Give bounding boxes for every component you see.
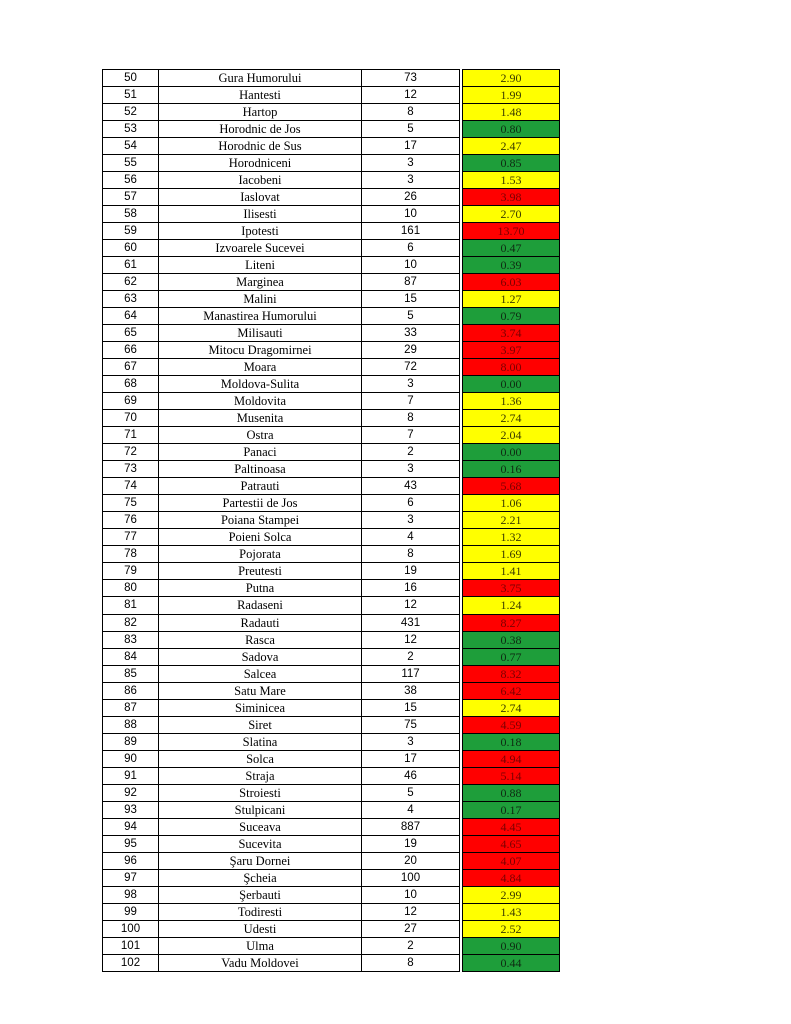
row-number-cell: 83 (103, 631, 159, 648)
row-number-cell: 69 (103, 393, 159, 410)
table-row (103, 257, 560, 274)
case-count-cell: 73 (362, 70, 460, 87)
case-count-cell: 887 (362, 818, 460, 835)
locality-name-cell: Liteni (159, 257, 362, 274)
case-count-cell: 72 (362, 359, 460, 376)
incidence-rate-cell: 8.32 (463, 665, 560, 682)
table-row (103, 614, 560, 631)
row-number-cell: 96 (103, 852, 159, 869)
locality-name-cell: Partestii de Jos (159, 495, 362, 512)
row-number-cell: 60 (103, 240, 159, 257)
row-number-cell: 94 (103, 818, 159, 835)
table-row (103, 461, 560, 478)
case-count-cell: 16 (362, 580, 460, 597)
locality-name-cell: Mitocu Dragomirnei (159, 342, 362, 359)
case-count-cell: 8 (362, 954, 460, 971)
incidence-rate-cell: 1.69 (463, 546, 560, 563)
row-number-cell: 66 (103, 342, 159, 359)
table-row (103, 325, 560, 342)
row-number-cell: 75 (103, 495, 159, 512)
table-row (103, 818, 560, 835)
table-row (103, 784, 560, 801)
incidence-rate-cell: 8.27 (463, 614, 560, 631)
incidence-rate-cell: 4.07 (463, 852, 560, 869)
locality-name-cell: Hantesti (159, 87, 362, 104)
incidence-rate-cell: 4.45 (463, 818, 560, 835)
incidence-rate-cell: 0.00 (463, 376, 560, 393)
table-row (103, 240, 560, 257)
row-number-cell: 63 (103, 291, 159, 308)
case-count-cell: 12 (362, 597, 460, 614)
table-row (103, 291, 560, 308)
incidence-rate-cell: 0.18 (463, 733, 560, 750)
table-row (103, 852, 560, 869)
row-number-cell: 68 (103, 376, 159, 393)
table-row (103, 495, 560, 512)
locality-name-cell: Ulma (159, 937, 362, 954)
case-count-cell: 4 (362, 801, 460, 818)
row-number-cell: 72 (103, 444, 159, 461)
table-row (103, 138, 560, 155)
table-row (103, 410, 560, 427)
locality-name-cell: Hartop (159, 104, 362, 121)
locality-name-cell: Paltinoasa (159, 461, 362, 478)
case-count-cell: 15 (362, 699, 460, 716)
table-row (103, 920, 560, 937)
case-count-cell: 3 (362, 512, 460, 529)
incidence-rate-cell: 4.59 (463, 716, 560, 733)
incidence-rate-cell: 6.42 (463, 682, 560, 699)
table-row (103, 869, 560, 886)
table-row (103, 886, 560, 903)
row-number-cell: 92 (103, 784, 159, 801)
locality-name-cell: Iacobeni (159, 172, 362, 189)
case-count-cell: 43 (362, 478, 460, 495)
row-number-cell: 79 (103, 563, 159, 580)
locality-name-cell: Moldovita (159, 393, 362, 410)
incidence-rate-cell: 8.00 (463, 359, 560, 376)
locality-name-cell: Şerbauti (159, 886, 362, 903)
row-number-cell: 78 (103, 546, 159, 563)
row-number-cell: 81 (103, 597, 159, 614)
incidence-rate-cell: 1.32 (463, 529, 560, 546)
locality-name-cell: Manastirea Humorului (159, 308, 362, 325)
incidence-rate-cell: 1.24 (463, 597, 560, 614)
case-count-cell: 431 (362, 614, 460, 631)
incidence-rate-cell: 13.70 (463, 223, 560, 240)
table-row (103, 478, 560, 495)
case-count-cell: 15 (362, 291, 460, 308)
table-row (103, 529, 560, 546)
case-count-cell: 12 (362, 631, 460, 648)
locality-name-cell: Şcheia (159, 869, 362, 886)
table-row (103, 172, 560, 189)
locality-name-cell: Satu Mare (159, 682, 362, 699)
incidence-rate-cell: 4.84 (463, 869, 560, 886)
row-number-cell: 99 (103, 903, 159, 920)
case-count-cell: 161 (362, 223, 460, 240)
incidence-rate-cell: 0.39 (463, 257, 560, 274)
case-count-cell: 26 (362, 189, 460, 206)
incidence-rate-cell: 1.41 (463, 563, 560, 580)
table-row (103, 699, 560, 716)
incidence-rate-cell: 2.21 (463, 512, 560, 529)
table-row (103, 563, 560, 580)
table-row (103, 427, 560, 444)
locality-name-cell: Todiresti (159, 903, 362, 920)
incidence-rate-cell: 6.03 (463, 274, 560, 291)
row-number-cell: 87 (103, 699, 159, 716)
locality-name-cell: Rasca (159, 631, 362, 648)
locality-name-cell: Sadova (159, 648, 362, 665)
locality-name-cell: Musenita (159, 410, 362, 427)
row-number-cell: 62 (103, 274, 159, 291)
incidence-rate-cell: 1.27 (463, 291, 560, 308)
row-number-cell: 102 (103, 954, 159, 971)
incidence-rate-cell: 1.48 (463, 104, 560, 121)
row-number-cell: 57 (103, 189, 159, 206)
locality-name-cell: Malini (159, 291, 362, 308)
incidence-rate-cell: 0.85 (463, 155, 560, 172)
case-count-cell: 20 (362, 852, 460, 869)
locality-name-cell: Radauti (159, 614, 362, 631)
incidence-rate-cell: 3.97 (463, 342, 560, 359)
incidence-rate-cell: 0.44 (463, 954, 560, 971)
locality-name-cell: Poieni Solca (159, 529, 362, 546)
row-number-cell: 59 (103, 223, 159, 240)
locality-name-cell: Izvoarele Sucevei (159, 240, 362, 257)
table-row (103, 155, 560, 172)
table-row (103, 342, 560, 359)
table-row (103, 750, 560, 767)
table-row (103, 733, 560, 750)
table-row (103, 580, 560, 597)
incidence-table-container (102, 69, 560, 972)
case-count-cell: 8 (362, 546, 460, 563)
incidence-rate-cell: 0.38 (463, 631, 560, 648)
locality-name-cell: Moldova-Sulita (159, 376, 362, 393)
table-row (103, 954, 560, 971)
locality-name-cell: Pojorata (159, 546, 362, 563)
table-row (103, 631, 560, 648)
row-number-cell: 84 (103, 648, 159, 665)
table-row (103, 716, 560, 733)
case-count-cell: 38 (362, 682, 460, 699)
row-number-cell: 76 (103, 512, 159, 529)
locality-name-cell: Stulpicani (159, 801, 362, 818)
case-count-cell: 5 (362, 121, 460, 138)
incidence-rate-cell: 1.36 (463, 393, 560, 410)
row-number-cell: 100 (103, 920, 159, 937)
incidence-rate-cell: 2.74 (463, 410, 560, 427)
table-row (103, 87, 560, 104)
incidence-rate-cell: 4.65 (463, 835, 560, 852)
locality-name-cell: Moara (159, 359, 362, 376)
locality-name-cell: Gura Humorului (159, 70, 362, 87)
table-body (103, 70, 560, 972)
table-row (103, 665, 560, 682)
case-count-cell: 87 (362, 274, 460, 291)
case-count-cell: 4 (362, 529, 460, 546)
case-count-cell: 3 (362, 376, 460, 393)
row-number-cell: 55 (103, 155, 159, 172)
case-count-cell: 19 (362, 835, 460, 852)
incidence-rate-cell: 2.70 (463, 206, 560, 223)
table-row (103, 597, 560, 614)
case-count-cell: 19 (362, 563, 460, 580)
incidence-rate-cell: 0.17 (463, 801, 560, 818)
table-row (103, 121, 560, 138)
case-count-cell: 8 (362, 104, 460, 121)
incidence-rate-cell: 3.98 (463, 189, 560, 206)
table-row (103, 444, 560, 461)
table-row (103, 70, 560, 87)
table-row (103, 648, 560, 665)
row-number-cell: 56 (103, 172, 159, 189)
table-row (103, 903, 560, 920)
table-row (103, 189, 560, 206)
case-count-cell: 7 (362, 427, 460, 444)
locality-name-cell: Straja (159, 767, 362, 784)
case-count-cell: 8 (362, 410, 460, 427)
incidence-rate-cell: 0.16 (463, 461, 560, 478)
table-row (103, 376, 560, 393)
incidence-rate-cell: 3.74 (463, 325, 560, 342)
case-count-cell: 117 (362, 665, 460, 682)
case-count-cell: 100 (362, 869, 460, 886)
locality-name-cell: Siminicea (159, 699, 362, 716)
row-number-cell: 93 (103, 801, 159, 818)
row-number-cell: 50 (103, 70, 159, 87)
table-row (103, 835, 560, 852)
incidence-rate-cell: 4.94 (463, 750, 560, 767)
incidence-rate-cell: 0.88 (463, 784, 560, 801)
row-number-cell: 88 (103, 716, 159, 733)
locality-name-cell: Solca (159, 750, 362, 767)
locality-name-cell: Ilisesti (159, 206, 362, 223)
incidence-rate-cell: 0.80 (463, 121, 560, 138)
row-number-cell: 53 (103, 121, 159, 138)
row-number-cell: 82 (103, 614, 159, 631)
row-number-cell: 89 (103, 733, 159, 750)
case-count-cell: 3 (362, 733, 460, 750)
locality-name-cell: Marginea (159, 274, 362, 291)
table-row (103, 274, 560, 291)
table-row (103, 223, 560, 240)
locality-name-cell: Panaci (159, 444, 362, 461)
table-row (103, 206, 560, 223)
locality-name-cell: Vadu Moldovei (159, 954, 362, 971)
row-number-cell: 70 (103, 410, 159, 427)
row-number-cell: 64 (103, 308, 159, 325)
incidence-rate-cell: 2.99 (463, 886, 560, 903)
case-count-cell: 75 (362, 716, 460, 733)
table-row (103, 801, 560, 818)
case-count-cell: 12 (362, 87, 460, 104)
incidence-table (102, 69, 560, 972)
row-number-cell: 52 (103, 104, 159, 121)
case-count-cell: 2 (362, 444, 460, 461)
incidence-rate-cell: 3.75 (463, 580, 560, 597)
incidence-rate-cell: 0.00 (463, 444, 560, 461)
case-count-cell: 5 (362, 784, 460, 801)
case-count-cell: 33 (362, 325, 460, 342)
case-count-cell: 10 (362, 886, 460, 903)
locality-name-cell: Siret (159, 716, 362, 733)
row-number-cell: 74 (103, 478, 159, 495)
case-count-cell: 10 (362, 257, 460, 274)
row-number-cell: 61 (103, 257, 159, 274)
incidence-rate-cell: 0.77 (463, 648, 560, 665)
row-number-cell: 95 (103, 835, 159, 852)
incidence-rate-cell: 1.53 (463, 172, 560, 189)
row-number-cell: 65 (103, 325, 159, 342)
table-row (103, 393, 560, 410)
locality-name-cell: Preutesti (159, 563, 362, 580)
table-row (103, 682, 560, 699)
row-number-cell: 91 (103, 767, 159, 784)
locality-name-cell: Milisauti (159, 325, 362, 342)
row-number-cell: 85 (103, 665, 159, 682)
incidence-rate-cell: 1.06 (463, 495, 560, 512)
incidence-rate-cell: 0.47 (463, 240, 560, 257)
locality-name-cell: Sucevita (159, 835, 362, 852)
table-row (103, 937, 560, 954)
case-count-cell: 17 (362, 750, 460, 767)
row-number-cell: 98 (103, 886, 159, 903)
row-number-cell: 77 (103, 529, 159, 546)
locality-name-cell: Suceava (159, 818, 362, 835)
incidence-rate-cell: 2.52 (463, 920, 560, 937)
incidence-rate-cell: 2.47 (463, 138, 560, 155)
row-number-cell: 97 (103, 869, 159, 886)
row-number-cell: 73 (103, 461, 159, 478)
row-number-cell: 51 (103, 87, 159, 104)
locality-name-cell: Putna (159, 580, 362, 597)
incidence-rate-cell: 1.43 (463, 903, 560, 920)
case-count-cell: 17 (362, 138, 460, 155)
row-number-cell: 71 (103, 427, 159, 444)
locality-name-cell: Horodniceni (159, 155, 362, 172)
incidence-rate-cell: 1.99 (463, 87, 560, 104)
locality-name-cell: Slatina (159, 733, 362, 750)
locality-name-cell: Şaru Dornei (159, 852, 362, 869)
table-row (103, 359, 560, 376)
case-count-cell: 2 (362, 937, 460, 954)
case-count-cell: 3 (362, 172, 460, 189)
case-count-cell: 3 (362, 155, 460, 172)
row-number-cell: 54 (103, 138, 159, 155)
locality-name-cell: Salcea (159, 665, 362, 682)
table-row (103, 308, 560, 325)
table-row (103, 104, 560, 121)
locality-name-cell: Iaslovat (159, 189, 362, 206)
case-count-cell: 6 (362, 495, 460, 512)
incidence-rate-cell: 5.14 (463, 767, 560, 784)
table-row (103, 512, 560, 529)
locality-name-cell: Patrauti (159, 478, 362, 495)
case-count-cell: 6 (362, 240, 460, 257)
incidence-rate-cell: 5.68 (463, 478, 560, 495)
row-number-cell: 86 (103, 682, 159, 699)
case-count-cell: 29 (362, 342, 460, 359)
table-row (103, 767, 560, 784)
row-number-cell: 67 (103, 359, 159, 376)
locality-name-cell: Stroiesti (159, 784, 362, 801)
row-number-cell: 80 (103, 580, 159, 597)
row-number-cell: 58 (103, 206, 159, 223)
case-count-cell: 5 (362, 308, 460, 325)
locality-name-cell: Radaseni (159, 597, 362, 614)
incidence-rate-cell: 2.04 (463, 427, 560, 444)
incidence-rate-cell: 0.90 (463, 937, 560, 954)
locality-name-cell: Ipotesti (159, 223, 362, 240)
locality-name-cell: Horodnic de Jos (159, 121, 362, 138)
case-count-cell: 46 (362, 767, 460, 784)
incidence-rate-cell: 0.79 (463, 308, 560, 325)
case-count-cell: 10 (362, 206, 460, 223)
case-count-cell: 12 (362, 903, 460, 920)
locality-name-cell: Horodnic de Sus (159, 138, 362, 155)
case-count-cell: 2 (362, 648, 460, 665)
table-row (103, 546, 560, 563)
row-number-cell: 101 (103, 937, 159, 954)
case-count-cell: 7 (362, 393, 460, 410)
case-count-cell: 27 (362, 920, 460, 937)
incidence-rate-cell: 2.74 (463, 699, 560, 716)
locality-name-cell: Poiana Stampei (159, 512, 362, 529)
case-count-cell: 3 (362, 461, 460, 478)
incidence-rate-cell: 2.90 (463, 70, 560, 87)
locality-name-cell: Udesti (159, 920, 362, 937)
row-number-cell: 90 (103, 750, 159, 767)
locality-name-cell: Ostra (159, 427, 362, 444)
